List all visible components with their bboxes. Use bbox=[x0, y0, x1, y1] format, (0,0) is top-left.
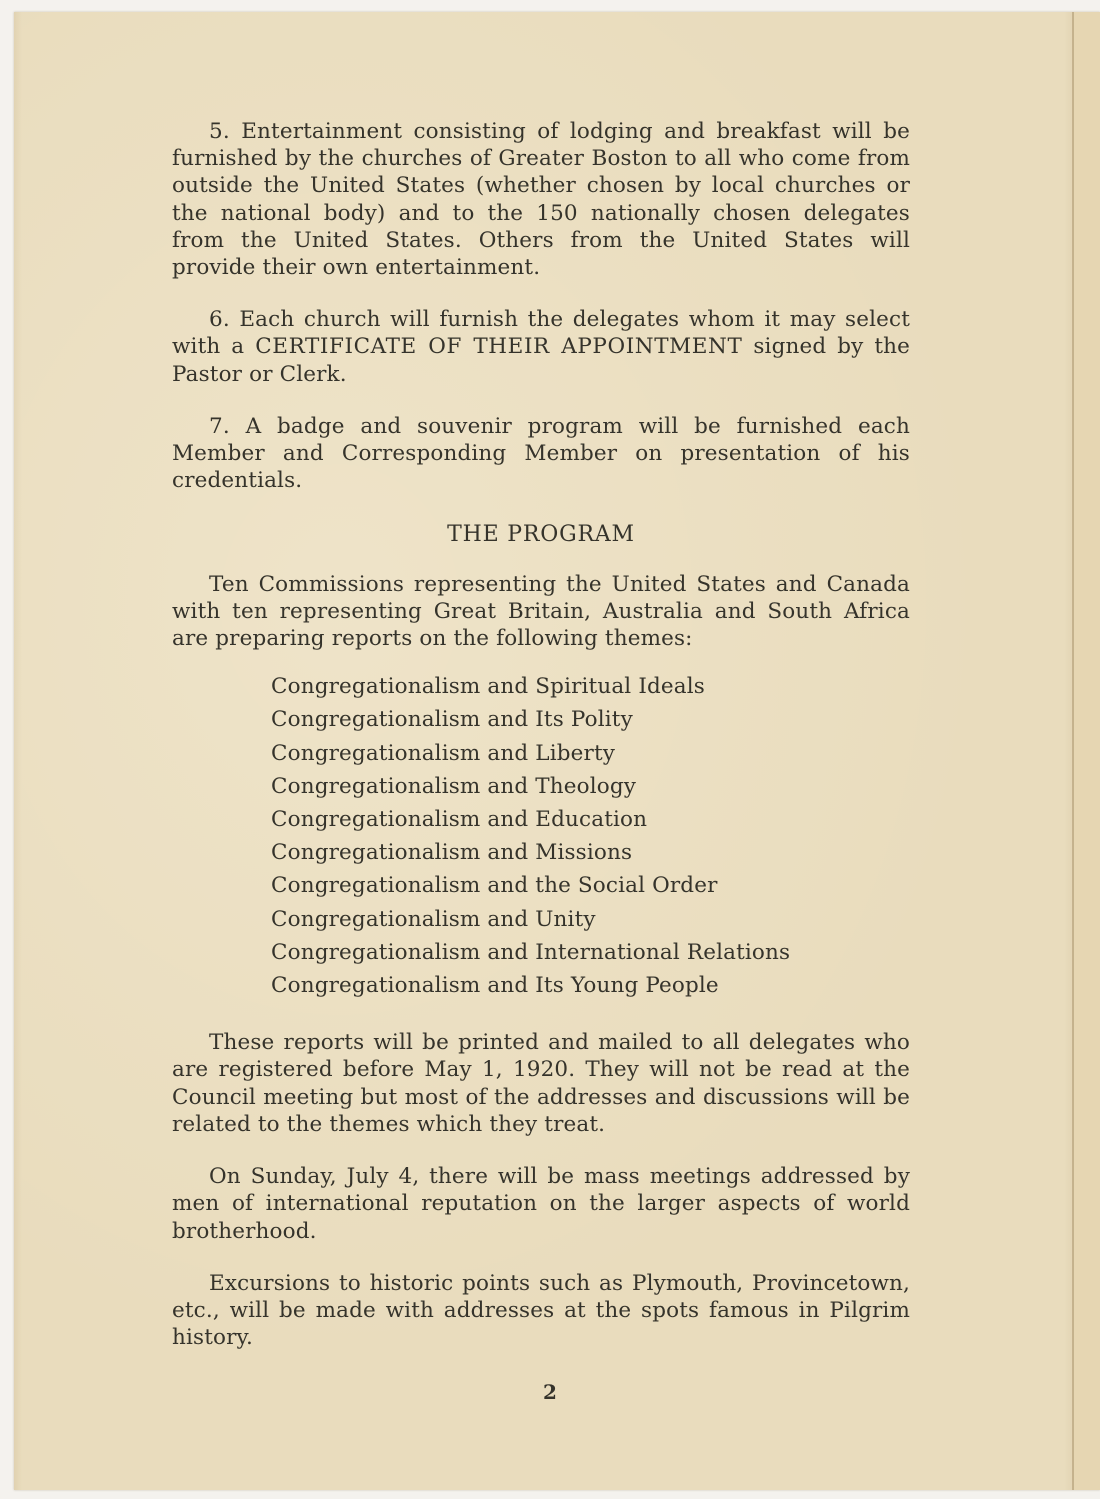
theme-item: Congregationalism and International Relations bbox=[271, 939, 791, 965]
adjacent-page-edge bbox=[1074, 12, 1100, 1490]
theme-item: Congregationalism and Its Polity bbox=[271, 707, 633, 733]
theme-item: Congregationalism and Spiritual Ideals bbox=[271, 674, 705, 700]
theme-item: Congregationalism and Theology bbox=[271, 773, 637, 799]
theme-item: Congregationalism and Its Young People bbox=[271, 973, 719, 999]
paragraph-item-5: 5. Entertainment consisting of lodging and breakfast will be furnished by the churches of Greater Boston to all who come from outside the United States (whether chosen by local churches or the national body) and to the 150 nationally chosen delegates from the United States. Others from the United States will provide their own entertainment. bbox=[172, 119, 910, 281]
page-content bbox=[172, 118, 910, 1351]
program-intro: Ten Commissions representing the United States and Canada with ten representing Great Britain, Australia and South Africa are preparing reports on the following themes: bbox=[172, 571, 910, 652]
paragraph-item-6 bbox=[172, 306, 910, 388]
item-6-text-end: signed by the Pastor or Clerk. bbox=[172, 334, 911, 387]
page-fold-crease bbox=[1072, 12, 1074, 1490]
theme-item: Congregationalism and Education bbox=[271, 807, 648, 833]
item-6-text-start: 6. Each church will furnish the delegates whom it may select with a bbox=[172, 307, 910, 360]
certificate-of-appointment: CERTIFICATE OF THEIR APPOINTMENT bbox=[255, 334, 743, 360]
paragraph-excursions: Excursions to historic points such as Plymouth, Provincetown, etc., will be made with addresses at the spots famous in Pilgrim history. bbox=[172, 1270, 910, 1351]
program-heading: THE PROGRAM bbox=[447, 522, 635, 548]
page-number: 2 bbox=[543, 1380, 557, 1404]
paragraph-item-7: 7. A badge and souvenir program will be furnished each Member and Corresponding Member on presentation of his credentials. bbox=[172, 413, 910, 494]
paragraph-sunday-meetings: On Sunday, July 4, there will be mass meetings addressed by men of international reputation on the larger aspects of world brotherhood. bbox=[172, 1164, 910, 1244]
theme-list bbox=[271, 670, 910, 1002]
paragraph-reports: These reports will be printed and mailed to all delegates who are registered before May 1, 1920. They will not be read at the Council meeting but most of the addresses and discussions will be related to the themes which they treat. bbox=[172, 1030, 910, 1137]
theme-item: Congregationalism and Liberty bbox=[271, 740, 616, 766]
theme-item: Congregationalism and the Social Order bbox=[271, 873, 718, 899]
theme-item: Congregationalism and Unity bbox=[271, 906, 596, 932]
theme-item: Congregationalism and Missions bbox=[271, 840, 633, 866]
